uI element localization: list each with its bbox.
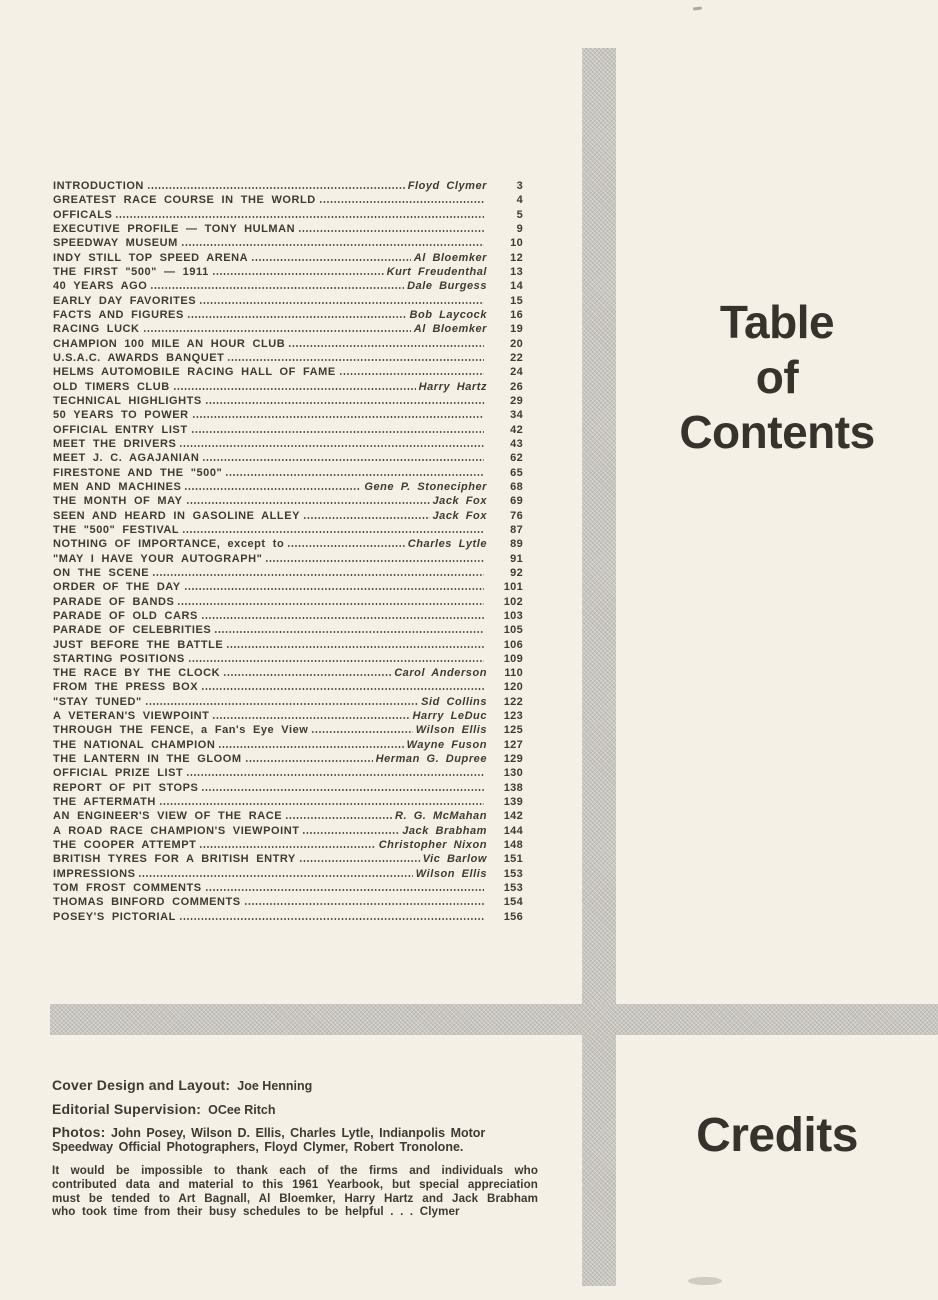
toc-entry-page-number: 109 (503, 652, 523, 665)
toc-entry (53, 839, 523, 853)
scan-smudge (688, 1277, 722, 1285)
toc-entry-page-number: 14 (510, 280, 523, 293)
toc-entry-dot-leader (197, 296, 486, 304)
toc-entry-dot-leader (182, 482, 363, 490)
toc-entry-page-number: 20 (510, 337, 523, 350)
toc-entry-title: POSEY'S PICTORIAL (53, 910, 176, 923)
toc-entry-author: Al Bloemker (413, 323, 487, 336)
toc-entry (53, 624, 523, 638)
toc-entry-page-number: 127 (503, 738, 523, 751)
toc-entry-title: NOTHING OF IMPORTANCE, except to (53, 538, 285, 551)
toc-heading-line-3: Contents (679, 406, 875, 458)
toc-entry-dot-leader (286, 339, 486, 347)
toc-entry-title: THE RACE BY THE CLOCK (53, 667, 221, 680)
toc-entry-author: Vic Barlow (422, 853, 487, 866)
toc-entry-author: Wilson Ellis (415, 724, 487, 737)
toc-entry (53, 338, 523, 352)
toc-entry-title: OFFICIAL ENTRY LIST (53, 423, 188, 436)
toc-entry-dot-leader (148, 281, 406, 289)
toc-entry-title: MEET J. C. AGAJANIAN (53, 452, 200, 465)
toc-entry-page-number: 130 (503, 767, 523, 780)
toc-entry-author: Al Bloemker (413, 251, 487, 264)
toc-entry (53, 223, 523, 237)
toc-entry-dot-leader (200, 453, 486, 461)
toc-entry (53, 710, 523, 724)
toc-entry-title: THE AFTERMATH (53, 796, 156, 809)
toc-entry-dot-leader (136, 869, 414, 877)
toc-entry-page-number: 19 (510, 323, 523, 336)
toc-entry-page-number: 89 (510, 538, 523, 551)
toc-entry-dot-leader (199, 611, 486, 619)
photos-value: John Posey, Wilson D. Ellis, Charles Lytle, Indianpolis Motor Speedway Official Photographers, Floyd Clymer, Robert Tronolone. (52, 1126, 486, 1154)
table-of-contents-list (53, 180, 523, 925)
toc-entry (53, 252, 523, 266)
toc-entry-dot-leader (113, 210, 486, 218)
toc-entry-page-number: 139 (503, 796, 523, 809)
toc-entry (53, 452, 523, 466)
toc-entry-dot-leader (184, 496, 432, 504)
toc-entry (53, 209, 523, 223)
toc-entry (53, 510, 523, 524)
toc-entry-author: Jack Fox (432, 495, 487, 508)
toc-entry-author: Harry LeDuc (412, 710, 487, 723)
toc-entry (53, 237, 523, 251)
photos-label: Photos: (52, 1124, 106, 1140)
toc-entry-title: STARTING POSITIONS (53, 652, 185, 665)
toc-entry-title: MEET THE DRIVERS (53, 437, 177, 450)
photos-credit (52, 1126, 538, 1154)
toc-entry-dot-leader (221, 668, 393, 676)
toc-entry-page-number: 105 (503, 624, 523, 637)
cover-design-credit (52, 1078, 538, 1094)
toc-entry-author: Wilson Ellis (415, 867, 487, 880)
toc-entry-page-number: 13 (510, 265, 523, 278)
toc-entry-title: GREATEST RACE COURSE IN THE WORLD (53, 194, 316, 207)
toc-entry-page-number: 24 (510, 366, 523, 379)
toc-entry-author: Jack Brabham (402, 824, 487, 837)
editorial-label: Editorial Supervision: (52, 1101, 202, 1117)
toc-entry-dot-leader (199, 682, 486, 690)
toc-entry-page-number: 142 (503, 810, 523, 823)
toc-entry-dot-leader (210, 711, 411, 719)
toc-entry-dot-leader (317, 195, 486, 203)
toc-entry-title: "STAY TUNED" (53, 695, 142, 708)
toc-entry-dot-leader (179, 238, 486, 246)
toc-entry-author: Jack Fox (432, 509, 487, 522)
toc-entry-dot-leader (171, 382, 418, 390)
toc-entry (53, 696, 523, 710)
toc-entry-author: Herman G. Dupree (375, 753, 487, 766)
toc-entry-dot-leader (177, 439, 486, 447)
toc-entry-page-number: 4 (516, 194, 523, 207)
toc-entry (53, 424, 523, 438)
toc-entry-dot-leader (225, 353, 486, 361)
toc-entry-title: PARADE OF CELEBRITIES (53, 624, 212, 637)
toc-entry-dot-leader (216, 740, 405, 748)
toc-entry-page-number: 26 (510, 380, 523, 393)
toc-entry-page-number: 102 (503, 595, 523, 608)
toc-entry (53, 567, 523, 581)
toc-entry (53, 409, 523, 423)
toc-entry-title: FACTS AND FIGURES (53, 308, 184, 321)
toc-entry-title: EXECUTIVE PROFILE — TONY HULMAN (53, 222, 296, 235)
toc-entry (53, 467, 523, 481)
horizontal-halftone-bar (50, 1004, 938, 1035)
toc-entry-page-number: 10 (510, 237, 523, 250)
toc-entry-dot-leader (143, 697, 420, 705)
toc-entry-dot-leader (199, 783, 486, 791)
toc-entry (53, 538, 523, 552)
toc-entry-page-number: 16 (510, 308, 523, 321)
toc-heading-line-2: of (755, 351, 799, 403)
toc-entry-dot-leader (285, 539, 407, 547)
toc-entry-title: ON THE SCENE (53, 566, 150, 579)
toc-entry (53, 395, 523, 409)
vertical-halftone-bar (582, 48, 616, 1286)
toc-entry-title: ORDER OF THE DAY (53, 581, 181, 594)
toc-entry-title: BRITISH TYRES FOR A BRITISH ENTRY (53, 853, 296, 866)
toc-entry (53, 194, 523, 208)
toc-entry-dot-leader (300, 826, 401, 834)
toc-entry-author: Gene P. Stonecipher (364, 480, 487, 493)
toc-entry-title: THOMAS BINFORD COMMENTS (53, 896, 241, 909)
toc-entry-author: Christopher Nixon (378, 839, 487, 852)
toc-entry (53, 825, 523, 839)
toc-entry-dot-leader (157, 797, 486, 805)
cover-design-value: Joe Henning (237, 1079, 313, 1093)
toc-entry-page-number: 9 (516, 222, 523, 235)
toc-entry-title: A ROAD RACE CHAMPION'S VIEWPOINT (53, 824, 300, 837)
toc-entry (53, 796, 523, 810)
toc-entry-page-number: 92 (510, 566, 523, 579)
toc-entry-author: R. G. McMahan (395, 810, 487, 823)
toc-entry-dot-leader (180, 525, 486, 533)
toc-entry-title: AN ENGINEER'S VIEW OF THE RACE (53, 810, 283, 823)
toc-entry (53, 381, 523, 395)
toc-entry-dot-leader (185, 310, 409, 318)
toc-entry (53, 524, 523, 538)
toc-entry-author: Kurt Freudenthal (386, 265, 487, 278)
toc-entry-page-number: 123 (503, 710, 523, 723)
toc-entry-title: SEEN AND HEARD IN GASOLINE ALLEY (53, 509, 300, 522)
toc-entry (53, 853, 523, 867)
toc-entry-dot-leader (203, 883, 486, 891)
toc-entry (53, 366, 523, 380)
editorial-value: OCee Ritch (208, 1103, 276, 1117)
toc-entry-dot-leader (224, 640, 486, 648)
toc-entry-page-number: 76 (510, 509, 523, 522)
toc-entry-author: Floyd Clymer (407, 180, 487, 192)
toc-entry-author: Harry Hartz (418, 380, 487, 393)
toc-entry (53, 767, 523, 781)
toc-entry-title: SPEEDWAY MUSEUM (53, 237, 178, 250)
toc-heading-line-1: Table (719, 296, 835, 348)
toc-entry-page-number: 5 (516, 208, 523, 221)
toc-entry (53, 553, 523, 567)
toc-entry-author: Carol Anderson (394, 667, 487, 680)
toc-entry-author: Bob Laycock (409, 308, 487, 321)
toc-entry-author: Sid Collins (421, 695, 487, 708)
toc-entry-author: Wayne Fuson (406, 738, 487, 751)
toc-entry (53, 295, 523, 309)
toc-entry (53, 266, 523, 280)
toc-entry-dot-leader (150, 568, 486, 576)
toc-entry-page-number: 22 (510, 351, 523, 364)
toc-entry-title: THE LANTERN IN THE GLOOM (53, 753, 242, 766)
toc-entry-title: "MAY I HAVE YOUR AUTOGRAPH" (53, 552, 263, 565)
toc-entry-title: RACING LUCK (53, 323, 140, 336)
toc-entry-title: INTRODUCTION (53, 180, 144, 192)
toc-entry (53, 681, 523, 695)
toc-entry-page-number: 110 (504, 667, 523, 680)
toc-entry-page-number: 106 (503, 638, 523, 651)
toc-entry-dot-leader (309, 725, 414, 733)
toc-entry-page-number: 43 (510, 437, 523, 450)
toc-entry-title: THROUGH THE FENCE, a Fan's Eye View (53, 724, 309, 737)
toc-entry-title: 50 YEARS TO POWER (53, 409, 189, 422)
toc-entry-title: IMPRESSIONS (53, 867, 136, 880)
toc-entry-dot-leader (210, 267, 386, 275)
toc-entry-page-number: 129 (503, 753, 523, 766)
toc-entry-title: A VETERAN'S VIEWPOINT (53, 710, 210, 723)
toc-entry-title: THE "500" FESTIVAL (53, 523, 180, 536)
toc-entry-title: JUST BEFORE THE BATTLE (53, 638, 224, 651)
toc-entry-page-number: 103 (503, 609, 523, 622)
toc-entry-page-number: 101 (503, 581, 523, 594)
toc-entry-page-number: 125 (503, 724, 523, 737)
toc-entry-dot-leader (263, 554, 486, 562)
toc-entry-dot-leader (203, 396, 486, 404)
toc-entry-page-number: 153 (503, 867, 523, 880)
toc-entry-page-number: 62 (510, 452, 523, 465)
toc-entry-page-number: 148 (503, 839, 523, 852)
toc-entry-title: OLD TIMERS CLUB (53, 380, 170, 393)
toc-entry (53, 596, 523, 610)
toc-entry-title: PARADE OF OLD CARS (53, 609, 198, 622)
toc-entry-title: REPORT OF PIT STOPS (53, 781, 199, 794)
toc-entry-page-number: 12 (510, 251, 523, 264)
toc-entry-title: OFFICALS (53, 208, 113, 221)
toc-entry-dot-leader (337, 367, 486, 375)
toc-entry-page-number: 120 (503, 681, 523, 694)
toc-entry-dot-leader (223, 468, 486, 476)
toc-entry-dot-leader (243, 754, 375, 762)
scan-mark (693, 6, 702, 10)
toc-entry (53, 868, 523, 882)
toc-entry-page-number: 87 (510, 523, 523, 536)
credits-block (52, 1078, 538, 1231)
editorial-credit (52, 1102, 538, 1118)
toc-heading (620, 295, 934, 460)
toc-entry-title: FROM THE PRESS BOX (53, 681, 199, 694)
toc-entry-dot-leader (141, 324, 413, 332)
toc-entry-title: OFFICIAL PRIZE LIST (53, 767, 184, 780)
toc-entry-title: U.S.A.C. AWARDS BANQUET (53, 351, 225, 364)
toc-entry-dot-leader (145, 181, 407, 189)
toc-entry-title: MEN AND MACHINES (53, 480, 182, 493)
toc-entry-page-number: 153 (503, 882, 523, 895)
toc-entry (53, 581, 523, 595)
toc-entry (53, 481, 523, 495)
toc-entry-dot-leader (296, 224, 486, 232)
toc-entry-title: PARADE OF BANDS (53, 595, 175, 608)
toc-entry-page-number: 15 (510, 294, 523, 307)
toc-entry-page-number: 151 (503, 853, 523, 866)
toc-entry-dot-leader (177, 912, 486, 920)
toc-entry-page-number: 29 (510, 394, 523, 407)
toc-entry (53, 753, 523, 767)
toc-entry (53, 739, 523, 753)
toc-entry-author: Charles Lytle (407, 538, 487, 551)
toc-entry-dot-leader (190, 410, 486, 418)
toc-entry (53, 352, 523, 366)
toc-entry (53, 438, 523, 452)
toc-entry (53, 882, 523, 896)
toc-entry-page-number: 144 (503, 824, 523, 837)
toc-entry-page-number: 154 (503, 896, 523, 909)
toc-entry-dot-leader (242, 897, 486, 905)
toc-entry (53, 810, 523, 824)
toc-entry-title: INDY STILL TOP SPEED ARENA (53, 251, 249, 264)
toc-entry (53, 280, 523, 294)
toc-entry-page-number: 69 (510, 495, 523, 508)
toc-entry-title: TECHNICAL HIGHLIGHTS (53, 394, 202, 407)
toc-entry-title: EARLY DAY FAVORITES (53, 294, 197, 307)
toc-entry (53, 896, 523, 910)
toc-entry-title: CHAMPION 100 MILE AN HOUR CLUB (53, 337, 286, 350)
toc-entry (53, 309, 523, 323)
toc-entry-title: HELMS AUTOMOBILE RACING HALL OF FAME (53, 366, 336, 379)
toc-entry-dot-leader (212, 625, 486, 633)
toc-entry-title: THE COOPER ATTEMPT (53, 839, 197, 852)
toc-entry-author: Dale Burgess (407, 280, 487, 293)
toc-entry (53, 911, 523, 925)
toc-entry (53, 180, 523, 194)
toc-entry (53, 323, 523, 337)
toc-entry-page-number: 3 (516, 180, 523, 192)
toc-entry (53, 639, 523, 653)
toc-entry (53, 610, 523, 624)
toc-entry (53, 667, 523, 681)
toc-entry-dot-leader (189, 425, 486, 433)
toc-entry-page-number: 91 (510, 552, 523, 565)
toc-entry-page-number: 138 (503, 781, 523, 794)
toc-entry-title: FIRESTONE AND THE "500" (53, 466, 223, 479)
toc-entry (53, 782, 523, 796)
toc-entry-dot-leader (184, 768, 486, 776)
toc-entry-page-number: 34 (510, 409, 523, 422)
toc-entry-dot-leader (182, 582, 486, 590)
toc-entry-title: THE NATIONAL CHAMPION (53, 738, 216, 751)
toc-entry-title: THE MONTH OF MAY (53, 495, 183, 508)
toc-entry-dot-leader (175, 597, 486, 605)
acknowledgment-paragraph: It would be impossible to thank each of the firms and individuals who contributed data and material to this 1961 Yearbook, but special appreciation must be tended to Art Bagnall, Al Bloemker, Harry Hartz and Jack Brabham who took time from their busy schedules to be helpful . . . Clymer (52, 1164, 538, 1219)
toc-entry-page-number: 68 (510, 480, 523, 493)
toc-entry-dot-leader (249, 253, 413, 261)
toc-entry (53, 653, 523, 667)
toc-entry-title: 40 YEARS AGO (53, 280, 148, 293)
toc-entry-dot-leader (297, 854, 422, 862)
toc-entry-title: TOM FROST COMMENTS (53, 882, 202, 895)
toc-entry-page-number: 156 (503, 910, 523, 923)
toc-entry-dot-leader (301, 511, 432, 519)
toc-entry-page-number: 65 (510, 466, 523, 479)
toc-entry-dot-leader (186, 654, 486, 662)
toc-entry-dot-leader (283, 811, 394, 819)
toc-entry (53, 724, 523, 738)
cover-design-label: Cover Design and Layout: (52, 1077, 231, 1093)
toc-entry (53, 495, 523, 509)
toc-entry-page-number: 42 (510, 423, 523, 436)
toc-entry-page-number: 122 (503, 695, 523, 708)
toc-entry-title: THE FIRST "500" — 1911 (53, 265, 209, 278)
toc-entry-dot-leader (197, 840, 377, 848)
credits-heading: Credits (696, 1109, 858, 1162)
